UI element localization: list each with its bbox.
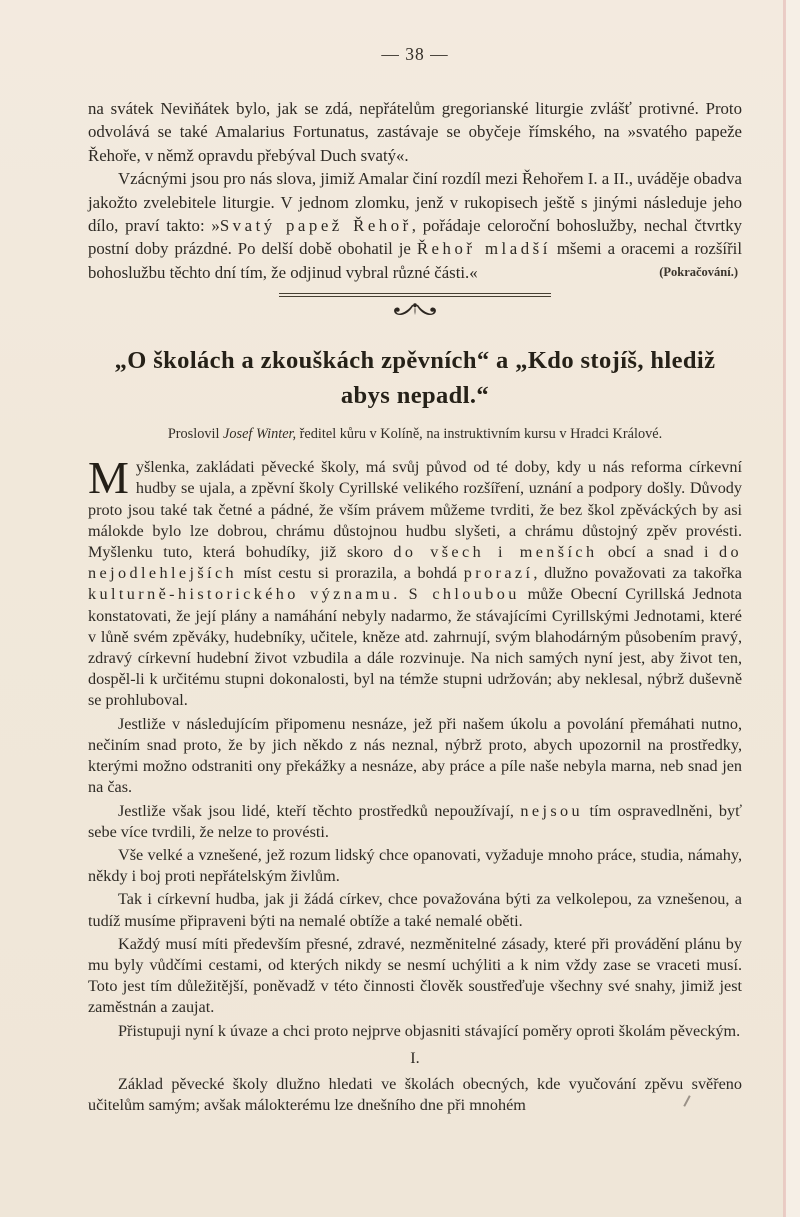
page-content <box>88 0 742 1118</box>
page-number: — 38 — <box>381 44 449 64</box>
drop-cap: M <box>88 452 129 504</box>
body-paragraph: Myšlenka, zakládati pěvecké školy, má svůj původ od té doby, kdy u nás reforma církevní hudby se ujala, a zpěvní školy Cyrillské velikého rozšíření, uznání a podpory došly. Důvody proto jsou také tak četné a pádné, že vším právem můžeme tvrditi, že bez škol zpěváckých by asi málokde bylo lze dobrou, chrámu důstojnou hudbu slyšeti, a chrámu důstojný zpěv provésti. Myšlenku tuto, která bohudíky, již skoro do všech i menších obcí a snad i do nejodlehlejších míst cestu si prorazila, a bohdá prorazí, dlužno považovati za takořka kulturně-historického významu. S chloubou může Obecní Cyrillská Jednota konstatovati, že její plány a namáhání nebyly nadarmo, že stávajícími Cyrillskými Jednotami, které v lůně svém zpěváky, hudebníky, učitele, kněze atd. zahrnují, svým blahodárným působením pravý, zdravý církevní hudební život vzbudila a dále rozvinuje. Na nich samých nyní jest, aby život ten, dospěl-li k určitému stupni dokonalosti, byl na témže stupni udržován; aby neklesal, nýbrž duševně se prohluboval. <box>88 452 742 710</box>
continuation-paragraph: na svátek Neviňátek bylo, jak se zdá, nepřátelům gregorianské liturgie zvlášť protivné. Proto odvolává se také Amalarius Fortunatus, zastávaje se obyčeje římského, na »svatého papeže Řehoře, v němž opravdu přebýval Duch svatý«. <box>88 99 742 165</box>
body-paragraph: Vše velké a vznešené, jež rozum lidský chce opanovati, vyžaduje mnoho práce, studia, námahy, někdy i boj proti nepřátelským živlům. <box>88 845 742 886</box>
body-paragraph: Tak i církevní hudba, jak ji žádá církev, chce považována býti za velkolepou, za vznešenou, a tudíž musíme připraveni býti na nemalé obtíže a také nemalé oběti. <box>88 890 742 930</box>
previous-article-continuation <box>88 97 742 280</box>
divider-double-rule <box>279 293 551 297</box>
article-title: „O školách a zkouškách zpěvních“ a „Kdo stojíš, hlediž abys nepadl.“ <box>114 347 716 410</box>
body-paragraph: Přistupuji nyní k úvaze a chci proto nejprve objasniti stávající poměry oproti školám pěveckým. <box>118 1021 741 1040</box>
section-numeral: I. <box>410 1048 420 1067</box>
article-body <box>88 452 742 1116</box>
page-edge-strip <box>785 0 800 1217</box>
continuation-paragraph: Vzácnými jsou pro nás slova, jimiž Amalar činí rozdíl mezi Řehořem I. a II., uváděje obadva jakožto zvelebitele liturgie. V jednom zlomku, jenž v rukopisech ještě s jinými následuje jeho dílo, praví takto: »Svatý papež Řehoř, pořádaje celoroční bohoslužby, nechal čtvrtky postní doby prázdné. Po delší době obohatil je Řehoř mladší mšemi a oracemi a rozšířil bohoslužbu těchto dní tím, že odjinud vybral různé části.« <box>88 169 742 282</box>
page-edge-line <box>783 0 786 1217</box>
body-paragraph: Jestliže však jsou lidé, kteří těchto prostředků nepoužívají, nejsou tím ospravedlněni, byť sebe více tvrdili, že nelze to provésti. <box>88 801 742 841</box>
section-divider <box>279 293 551 319</box>
body-paragraph: Každý musí míti především přesné, zdravé, nezměnitelné zásady, které při provádění plánu by mu byly vůdčími cestami, od kterých nikdy se nesmí uchýliti a k nim vždy zase se vraceti musí. Toto jest tím důležitější, poněvadž v této činnosti člověk soustřeďuje všechny své snahy, jimiž jest zaměstnán a zaujat. <box>88 934 742 1017</box>
body-paragraph: Základ pěvecké školy dlužno hledati ve školách obecných, kde vyučování zpěvu svěřeno učitelům samým; avšak málokterému lze dnešního dne při mnohém <box>88 1074 742 1115</box>
article-byline: Proslovil Josef Winter, ředitel kůru v Kolíně, na instruktivním kursu v Hradci Králové. <box>167 426 663 443</box>
continuation-note: (Pokračování.) <box>659 265 738 280</box>
fleuron-ornament-icon <box>392 302 438 319</box>
body-paragraph: Jestliže v následujícím připomenu nesnáze, jež při našem úkolu a povolání přemáhati nutno, nečiním snad proto, že by jich někdo z nás neznal, nýbrž proto, abych upozornil na prostředky, kterými možno odstraniti ony překážky a nesnáze, aby práce a píle naše nebyla marna, neb snad jen na čas. <box>88 714 742 797</box>
